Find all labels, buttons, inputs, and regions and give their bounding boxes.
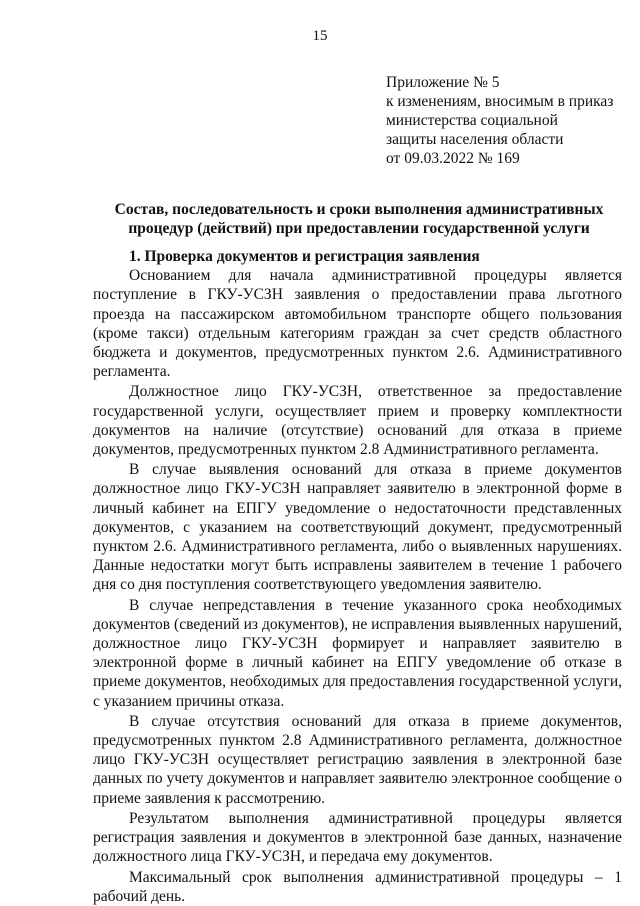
page-number: 15: [312, 28, 328, 44]
paragraph: Максимальный срок выполнения административной процедуры – 1 рабочий день.: [93, 868, 622, 905]
paragraph: В случае выявления оснований для отказа в приеме документов должностное лицо ГКУ-УСЗН направляет заявителю в электронной форме в личный кабинет на ЕПГУ уведомление о недостаточности представленных документов, с указанием на соответствующий документ, предусмотренный пунктом 2.6. Административного регламента, либо о выявленных нарушениях. Данные недостатки могут быть исправлены заявителем в течение 1 рабочего дня со дня поступления соответствующего уведомления заявителю.: [93, 461, 622, 594]
section-heading: 1. Проверка документов и регистрация заявления: [129, 248, 480, 265]
paragraph: Основанием для начала административной процедуры является поступление в ГКУ-УСЗН заявления о предоставлении права льготного проезда на пассажирском автомобильном транспорте общего пользования (кроме такси) отдельным категориям граждан за счет средств областного бюджета и документов, предусмотренных пунктом 2.6. Административного регламента.: [93, 267, 622, 381]
appendix-line: к изменениям, вносимым в приказ: [386, 93, 614, 110]
document-title: [96, 200, 622, 238]
document-title-line: процедур (действий) при предоставлении государственной услуги: [128, 220, 590, 237]
paragraph: Должностное лицо ГКУ-УСЗН, ответственное за предоставление государственной услуги, осуществляет прием и проверку комплектности документов на наличие (отсутствие) оснований для отказа в приеме документов, предусмотренных пунктом 2.8 Административного регламента.: [93, 383, 622, 459]
paragraph: Результатом выполнения административной процедуры является регистрация заявления и документов в электронной базе данных, назначение должностного лица ГКУ-УСЗН, и передача ему документов.: [93, 809, 622, 866]
section-body: [93, 247, 622, 906]
appendix-block: [386, 73, 626, 168]
appendix-line: министерства социальной: [386, 112, 558, 129]
appendix-line: от 09.03.2022 № 169: [386, 150, 520, 167]
appendix-line: защиты населения области: [386, 131, 564, 148]
paragraph: В случае непредставления в течение указанного срока необходимых документов (сведений из документов), не исправления выявленных нарушений, должностное лицо ГКУ-УСЗН формирует и направляет заявителю в электронной форме в личный кабинет на ЕПГУ уведомление об отказе в приеме документов, необходимых для предоставления государственной услуги, с указанием причины отказа.: [93, 596, 622, 710]
document-title-line: Состав, последовательность и сроки выполнения административных: [114, 201, 604, 218]
paragraph: В случае отсутствия оснований для отказа в приеме документов, предусмотренных пунктом 2.8 Административного регламента, должностное лицо ГКУ-УСЗН осуществляет регистрацию заявления в электронной базе данных по учету документов и направляет заявителю электронное сообщение о приеме заявления к рассмотрению.: [93, 712, 622, 807]
appendix-line: Приложение № 5: [386, 74, 500, 91]
